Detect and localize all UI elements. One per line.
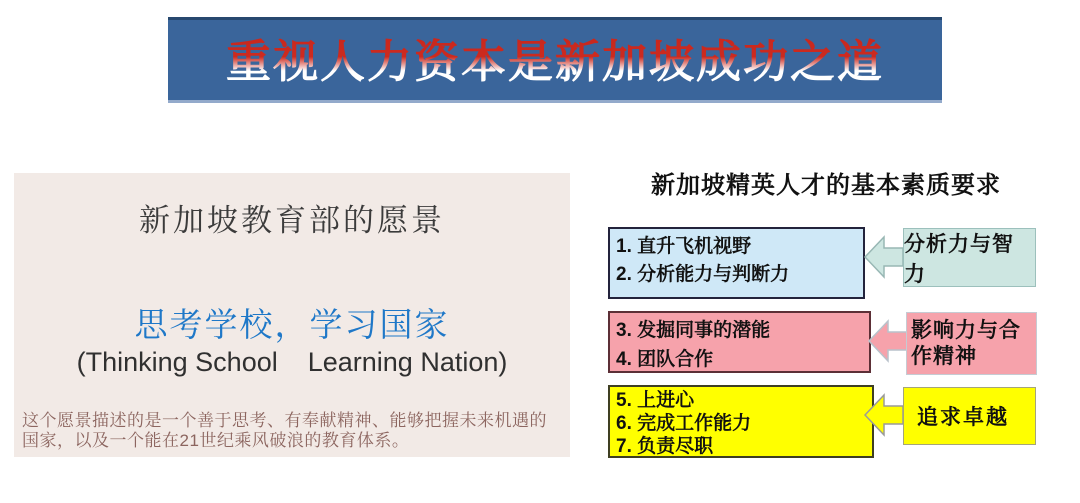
left-arrow-icon (864, 234, 904, 280)
quality-label-text: 分析力与智力 (904, 232, 1014, 286)
quality-box-analysis (608, 227, 865, 299)
vision-card-title: 新加坡教育部的愿景 (139, 203, 445, 238)
vision-description-line2: 国家，以及一个能在21世纪乘风破浪的教育体系。 (22, 431, 410, 450)
quality-label-text: 影响力与合作精神 (911, 318, 1021, 368)
slide-title: 重视人力资本是新加坡成功之道 (225, 35, 884, 87)
vision-slogan-chinese: 思考学校，学习国家 (134, 306, 450, 343)
quality-box-excellence (608, 385, 874, 458)
quality-box-influence (608, 311, 871, 373)
quality-label-text: 追求卓越 (917, 406, 1009, 429)
quality-item: 2. 分析能力与判断力 (616, 264, 790, 285)
quality-label-influence (906, 312, 1037, 375)
quality-item: 7. 负责尽职 (616, 436, 714, 457)
qualities-title: 新加坡精英人才的基本素质要求 (651, 173, 1001, 199)
vision-slogan-english: (Thinking School Learning Nation) (76, 347, 508, 377)
quality-item: 3. 发掘同事的潜能 (616, 320, 771, 341)
title-banner (168, 17, 942, 103)
left-arrow-icon (864, 392, 904, 438)
vision-description (22, 411, 566, 451)
vision-card (14, 173, 570, 457)
quality-label-excellence (903, 387, 1036, 445)
quality-label-analysis (903, 228, 1036, 287)
left-arrow-icon (868, 318, 908, 364)
quality-item: 1. 直升飞机视野 (616, 236, 752, 257)
vision-description-line1: 这个愿景描述的是一个善于思考、有奉献精神、能够把握未来机遇的 (22, 411, 547, 430)
quality-item: 6. 完成工作能力 (616, 413, 752, 434)
quality-item: 4. 团队合作 (616, 349, 714, 370)
quality-item: 5. 上进心 (616, 390, 695, 411)
